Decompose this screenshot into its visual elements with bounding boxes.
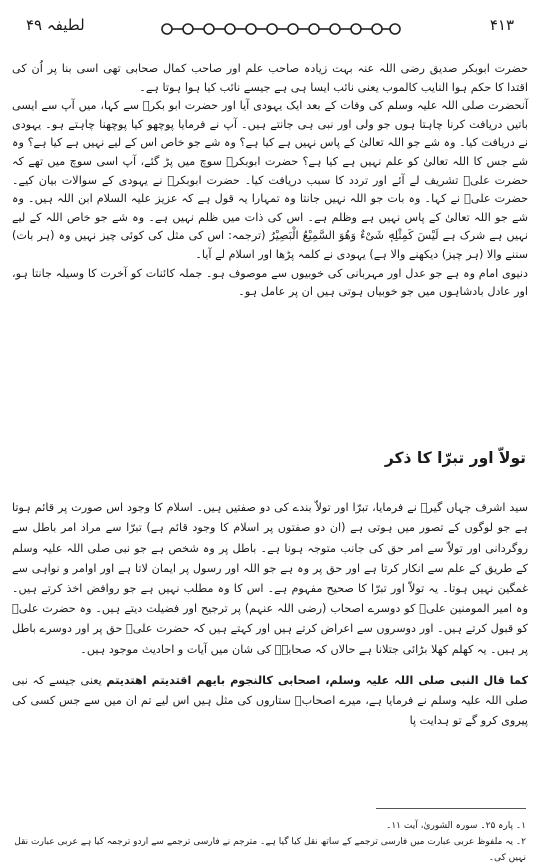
footnote: ۱۔ پارہ ۲۵۔ سورہ الشوریٰ، آیت ۱۱۔: [386, 821, 526, 831]
hadith-paragraph: [12, 671, 528, 732]
page-title: لطیفہ ۴۹: [26, 16, 85, 34]
footnote-divider: [376, 808, 526, 809]
paragraph: دنیوی امام وہ ہے جو عدل اور مہربانی کی خوبیوں سے موصوف ہو۔ جملہ کائنات کو آخرت کا وسیلہ جانتا ہو، اور عادل بادشاہوں میں جو خوبیاں ہوتی ہیں ان پر عامل ہو۔: [12, 266, 528, 299]
page-header: [26, 14, 514, 40]
paragraph: حضرت ابوبکر صدیق رضی اللہ عنہ بہت زیادہ صاحب علم اور صاحب کمال صحابی تھی اسی بنا پر اُن کی اقتدا کا حکم ہوا النایب کالموب یعنی نائب ایسا ہی ہے جیسے نائب کیا ہوا ہوتا ہے۔: [12, 62, 528, 94]
chain-ornament-icon: [161, 22, 401, 36]
footnotes: [12, 818, 526, 866]
body-text: [12, 60, 528, 302]
section-heading: تولاّ اور تبرّا کا ذکر: [384, 449, 526, 467]
page-number: ۴۱۳: [489, 16, 514, 34]
paragraph: آنحضرت صلی اللہ علیہ وسلم کی وفات کے بعد ایک یہودی آیا اور حضرت ابو بکرؓ سے کہا، میں آپ سے ایسی باتیں دریافت کرنا چاہتا ہوں جو ولی اور نبی ہی جانتے ہیں۔ آپ نے فرمایا پوچھو کیا پوچھنا چاہتے ہو۔ یہودی نے دریافت کیا۔ وہ شے جو اللہ تعالیٰ کے پاس نہیں ہے کیا ہے؟ وہ شے جو خاص اس کے لیے نہیں ہے کیا ہے؟ وہ شے جس کا اللہ تعالیٰ کو علم نہیں ہے کیا ہے؟ حضرت ابوبکرؓ سوچ میں پڑ گئے، آپ اسی سوچ میں تھے کہ حضرت علیؓ تشریف لے آئے اور تردد کا سبب دریافت کیا۔ حضرت ابوبکرؓ نے یہودی کے سوالات بیان کیے۔ حضرت علیؓ نے کہا۔ وہ بات جو اللہ نہیں جانتا وہ تمہارا یہ قول ہے کہ عزیز علیہ السلام ابن اللہ ہیں۔ وہ شے جو اللہ تعالیٰ کے پاس نہیں ہے وظلم ہے۔ اس کی ذات میں ظلم نہیں ہے۔ وہ شے جو خاص اللہ کے لیے نہیں ہے شرک ہے لَیْسَ کَمِثْلِهٖ شَیْءٌ وَهُوَ السَّمِیْعُ الْبَصِیْرُ (ترجمہ: اس کی مثل کی کوئی چیز نہیں وہ (ہر بات) سننے والا (ہر چیز) دیکھنے والا ہے) یہودی نے کلمہ پڑھا اور اسلام لے آیا۔: [12, 99, 528, 261]
footnote: ۲۔ یہ ملفوظ عربی عبارت میں فارسی ترجمے کے ساتھ نقل کیا گیا ہے۔ مترجم نے فارسی ترجمے سے اردو ترجمہ کیا ہے عربی عبارت نقل نہیں کی۔: [14, 837, 526, 863]
hadith-arabic: کما قال النبی صلی اللہ علیہ وسلم، اصحابی کالنجوم بایھم اقتدیتم اھتدیتم: [106, 674, 528, 687]
paragraph: سید اشرف جہاں گیرؒ نے فرمایا، تبرّا اور تولاّ بندے کی دو صفتیں ہیں۔ اسلام کا وجود اس صورت پر قائم ہوتا ہے جو لوگوں کے تصور میں ہوتی ہے (ان دو صفتوں پر اسلام کا وجود قائم ہے) تبرّا سے مراد امر باطل سے روگردانی اور تولاّ سے امر حق کی جانب متوجہ ہونا ہے۔ باطل پر وہ شخص ہے جو نبی صلی اللہ علیہ وسلم کے طریق کے علم سے انکار کرتا ہے اور حق پر وہ ہے جو اللہ اور رسول پر ایمان لاتا ہے اور اوامر و نواہی سے غمگین نہیں ہوتا۔ یہ تولاّ اور تبرّا کا صحیح مفہوم ہے۔ اس کا وہ مطلب نہیں ہے جو روافض اخذ کرتے ہیں۔ وہ امیر المومنین علیؓ کو دوسرے اصحاب (رضی اللہ عنہم) پر ترجیح اور فضیلت دیتے ہیں۔ وہ حضرت علیؓ کو قبول کرتے ہیں۔ اور دوسروں سے اعراض کرتے ہیں اور کہتے ہیں کہ حضرت علیؓ حق پر اور دوسرے باطل پر ہیں۔ یہ کھلم کھلا بڑائی جتلانا ہے حالاں کہ صحابہؓ کی شان میں آیات و احادیث موجود ہیں۔: [12, 501, 528, 656]
section-body: [12, 487, 528, 743]
hadith-translation: یعنی جیسے کہ نبی صلی اللہ علیہ وسلم نے فرمایا ہے، میرے اصحابؓ ستاروں کی مثل ہیں اس لیے تم ان میں سے جس کسی کی پیروی کرو گے تو ہدایت پا: [12, 674, 528, 728]
